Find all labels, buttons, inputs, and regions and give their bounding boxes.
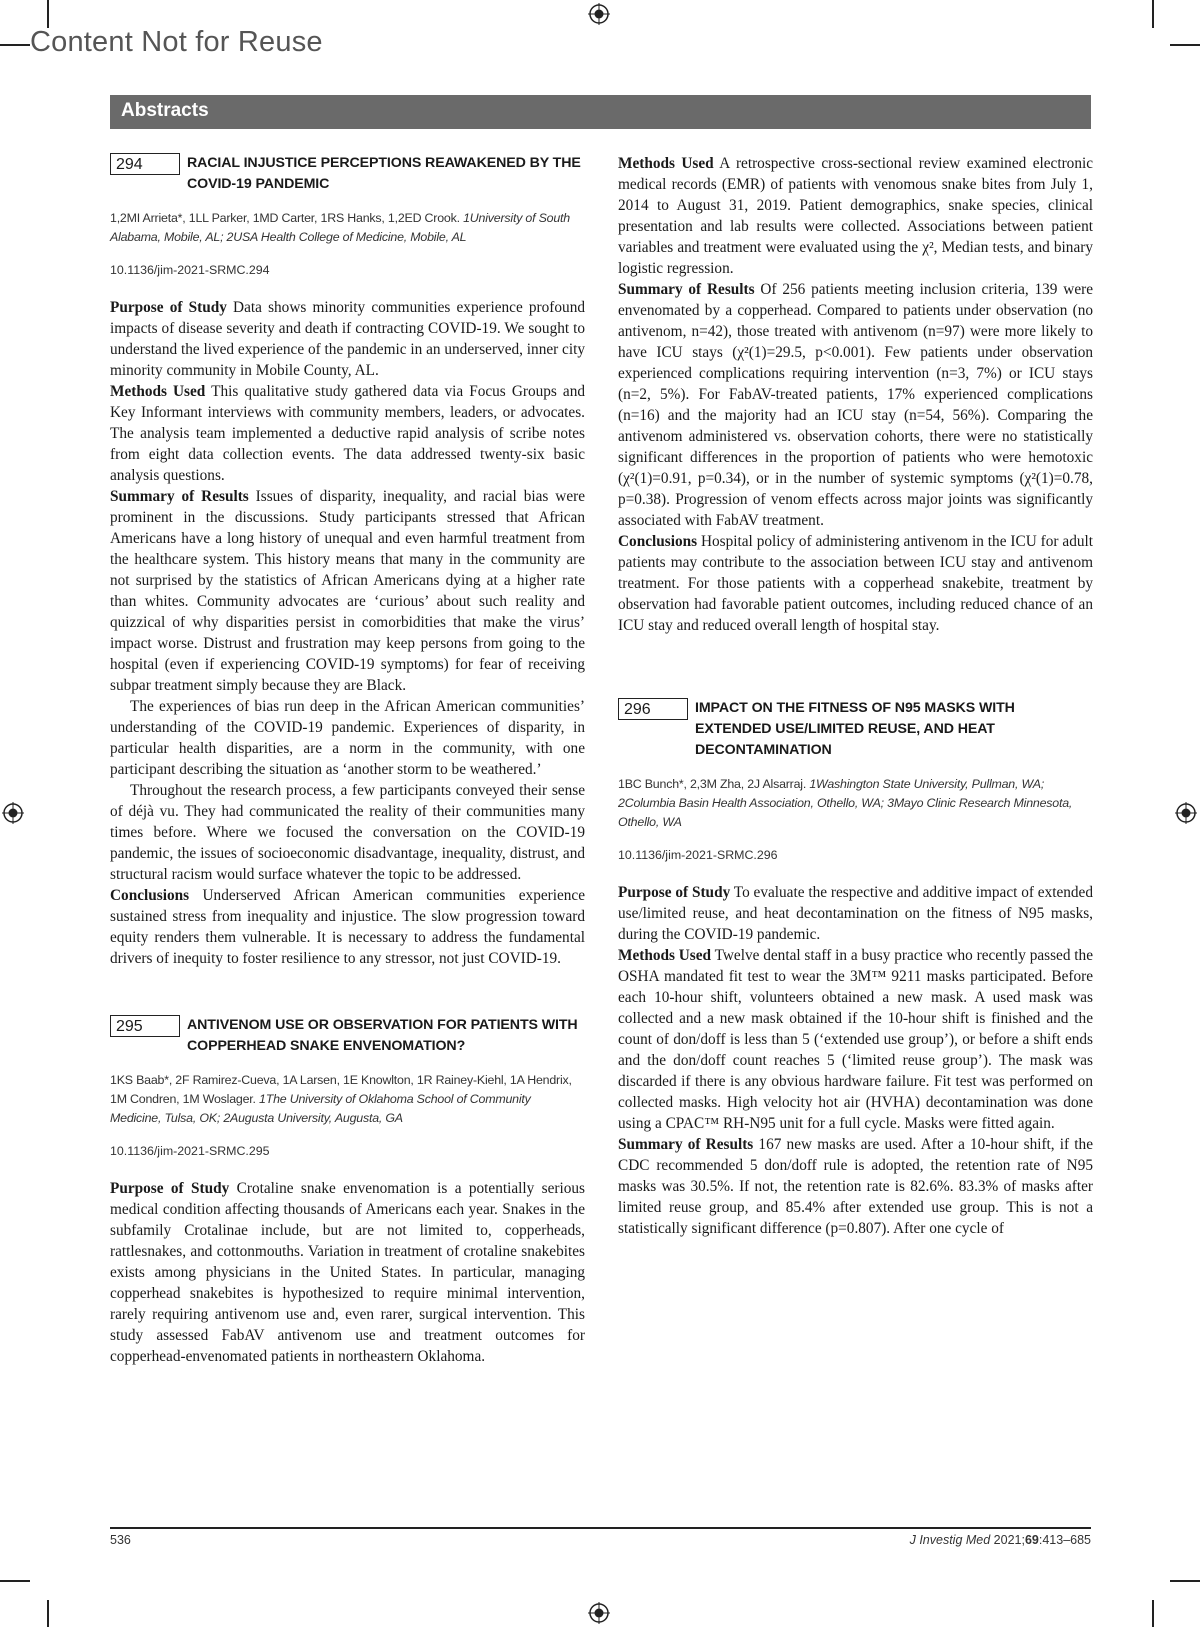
abstract-header (110, 153, 585, 195)
section-label: Purpose of Study (110, 299, 227, 316)
paragraph-text: Twelve dental staff in a busy practice who recently passed the OSHA mandated fit test to wear the 3M™ 9211 masks participated. Before each 10-hour shift, volunteers obtained a new mask. A used mask was collected and a new mask obtained if the 10-hour shift is finished and the count of don/doff is less than 5 (‘extended use group’), or before a shift ends and the don/doff count reaches 5 (‘limited reuse group’). The mask was discarded if there is any obvious hardware failure. Fit test was performed on collected masks. High velocity hot air (HVHA) decontamination was done using a CPAC™ RH-N95 unit for a full cycle. Masks were fitted again. (618, 947, 1093, 1132)
affiliations: 1University of South Alabama, Mobile, AL; 2USA Health College of Medicine, Mobile, AL (110, 211, 570, 244)
paragraph-text: To evaluate the respective and additive impact of extended use/limited reuse, and heat decontamination on the fitness of N95 masks, during the COVID-19 pandemic. (618, 884, 1094, 943)
author-list (110, 209, 585, 247)
doi: 10.1136/jim-2021-SRMC.294 (110, 263, 270, 277)
journal-citation (910, 1533, 1091, 1547)
abstract-paragraph (618, 153, 1093, 279)
paragraph-text: The experiences of bias run deep in the African American communities’ understanding of the COVID-19 pandemic. Experiences of disparity, in particular health disparities, are a norm in the community, with one participant describing the situation as ‘another storm to be weathered.’ (110, 698, 585, 778)
authors: 1,2MI Arrieta*, 1LL Parker, 1MD Carter, 1RS Hanks, 1,2ED Crook. (110, 211, 460, 225)
section-banner (110, 95, 1091, 129)
right-column (618, 153, 1093, 1239)
section-label: Methods Used (618, 155, 714, 172)
abstract-number: 294 (110, 153, 180, 175)
crop-mark (47, 1600, 49, 1627)
crop-mark (0, 44, 30, 46)
journal-pages: :413–685 (1038, 1533, 1091, 1547)
crop-mark (47, 0, 49, 28)
journal-name: J Investig Med (909, 1533, 991, 1547)
journal-year: 2021; (993, 1533, 1025, 1547)
registration-mark-icon (2, 802, 24, 824)
crop-mark (1170, 44, 1200, 46)
abstract-number: 295 (110, 1015, 180, 1037)
crop-mark (1152, 1600, 1154, 1627)
abstract-paragraph (110, 1178, 585, 1367)
footer-rule (110, 1527, 1091, 1529)
abstract-paragraph (110, 297, 585, 381)
section-label: Methods Used (618, 947, 712, 964)
doi: 10.1136/jim-2021-SRMC.295 (110, 1144, 270, 1158)
abstract-header (110, 1015, 585, 1057)
paragraph-text: 167 new masks are used. After a 10-hour shift, if the CDC recommended 5 don/doff rule is adopted, the retention rate of N95 masks was 30.5%. If not, the retention rate is 82.6%. 83.3% of masks after limited reuse group, and 85.4% after extended use group. This is not a statistically significant difference (p=0.807). After one cycle of (618, 1136, 1093, 1237)
paragraph-text: Issues of disparity, inequality, and racial bias were prominent in the discussions. Study participants stressed that African Americans have a long history of unequal and even harmful treatment from the healthcare system. This history means that many in the community are not surprised by the statistics of African Americans dying at a higher rate than whites. Community advocates are ‘curious’ about such reality and quizzical of why disparities persist in comorbidities that make the virus’ impact worse. Distrust and frustration may keep persons from going to the hospital (even if experiencing COVID-19 symptoms) for fear of receiving subpar treatment simply because they are Black. (110, 488, 585, 694)
authors: 1BC Bunch*, 2,3M Zha, 2J Alsarraj. (618, 777, 807, 791)
paragraph-text: Throughout the research process, a few participants conveyed their sense of déjà vu. They had communicated the reality of their communities many times before. Where we focused the conversation on the COVID-19 pandemic, the issues of socioeconomic disadvantage, inequality, distrust, and structural racism would surface whatever the topic to be addressed. (110, 782, 585, 883)
doi: 10.1136/jim-2021-SRMC.296 (618, 848, 778, 862)
section-label: Summary of Results (618, 281, 755, 298)
author-list (618, 775, 1093, 832)
section-label: Purpose of Study (618, 884, 731, 901)
abstract-paragraph (110, 486, 585, 696)
registration-mark-icon (1175, 802, 1197, 824)
left-column (110, 153, 585, 1367)
affiliations: 1Washington State University, Pullman, WA; 2Columbia Basin Health Association, Othello, WA; 3Mayo Clinic Research Minnesota, Othello, WA (618, 777, 1073, 829)
affiliations: 1The University of Oklahoma School of Community Medicine, Tulsa, OK; 2Augusta University, Augusta, GA (110, 1092, 531, 1125)
abstract-294 (110, 153, 585, 969)
crop-mark (1152, 0, 1154, 28)
paragraph-text: Underserved African American communities experience sustained stress from inequality and injustice. The slow progression toward equity renders them vulnerable. It is necessary to address the fundamental drivers of inequity to foster resilience to any stressor, not just COVID-19. (110, 887, 585, 967)
abstract-paragraph (618, 1134, 1093, 1239)
paragraph-text: A retrospective cross-sectional review examined electronic medical records (EMR) of patients with venomous snake bites from July 1, 2014 to August 31, 2019. Patient demographics, snake species, clinical presentation and lab results were collected. Associations between patient variables and treatment were evaluated using the χ², Median tests, and binary logistic regression. (618, 155, 1094, 277)
abstract-paragraph (110, 696, 585, 780)
section-banner-label: Abstracts (121, 100, 209, 121)
journal-volume: 69 (1024, 1533, 1039, 1547)
paragraph-text: Hospital policy of administering antivenom in the ICU for adult patients may contribute to the association between ICU stay and antivenom treatment. For those patients with a copperhead snakebite, treatment by observation had favorable patient outcomes, including reduced chance of an ICU stay and reduced overall length of hospital stay. (618, 533, 1093, 634)
paragraph-text: Of 256 patients meeting inclusion criteria, 139 were envenomated by a copperhead. Compared to patients under observation (no antivenom, n=42), those treated with antivenom (n=97) were more likely to have ICU stays (χ²(1)=29.5, p<0.001). Few patients under observation experienced complications requiring intervention (n=3, 7%) or ICU stays (n=2, 5%). For FabAV-treated patients, 17% experienced complications (n=16) and the majority had an ICU stay (n=54, 56%). Comparing the antivenom administered vs. observation cohorts, there were no statistically significant differences in the proportion of patients who were hemotoxic (χ²(1)=0.91, p=0.34), or in the number of systemic symptoms (χ²(1)=0.78, p=0.38). Progression of venom effects across major joints was significantly associated with FabAV treatment. (618, 281, 1093, 529)
section-label: Methods Used (110, 383, 206, 400)
paragraph-text: Data shows minority communities experience profound impacts of disease severity and death if contracting COVID-19. We sought to understand the lived experience of the pandemic in an underserved, inner city minority community in Mobile County, AL. (110, 299, 585, 379)
abstract-paragraph (618, 882, 1093, 945)
section-label: Conclusions (110, 887, 190, 904)
abstract-paragraph (110, 780, 585, 885)
abstract-paragraph (618, 945, 1093, 1134)
section-label: Purpose of Study (110, 1180, 230, 1197)
abstract-number: 296 (618, 698, 688, 720)
abstract-header (618, 698, 1093, 761)
paragraph-text: Crotaline snake envenomation is a potentially serious medical condition affecting thousands of Americans each year. Snakes in the subfamily Crotalinae include, but are not limited to, copperheads, rattlesnakes, and cottonmouths. Variation in treatment of crotaline snakebites exists among physicians in the United States. In particular, managing copperhead snakebites is hypothesized to require minimal intervention, rarely requiring antivenom use and, even rarer, surgical intervention. This study assessed FabAV antivenom use and treatment outcomes for copperhead-envenomated patients in northeastern Oklahoma. (110, 1180, 585, 1365)
abstract-title: RACIAL INJUSTICE PERCEPTIONS REAWAKENED BY THE COVID-19 PANDEMIC (187, 155, 581, 192)
watermark: Content Not for Reuse (30, 26, 323, 58)
paragraph-text: This qualitative study gathered data via Focus Groups and Key Informant interviews with community members, leaders, or advocates. The analysis team implemented a deductive rapid analysis of scribe notes from eight data collection events. The data addressed twenty-six basic analysis questions. (110, 383, 586, 484)
abstract-title: IMPACT ON THE FITNESS OF N95 MASKS WITH EXTENDED USE/LIMITED REUSE, AND HEAT DECONTAMINATION (695, 700, 1015, 758)
abstract-295 (110, 1015, 585, 1367)
abstract-paragraph (618, 279, 1093, 531)
authors: 1KS Baab*, 2F Ramirez-Cueva, 1A Larsen, 1E Knowlton, 1R Rainey-Kiehl, 1A Hendrix, 1M Condren, 1M Woslager. (110, 1073, 572, 1106)
abstract-paragraph (110, 885, 585, 969)
abstract-paragraph (110, 381, 585, 486)
author-list (110, 1071, 585, 1128)
registration-mark-icon (588, 1602, 610, 1624)
crop-mark (1170, 1580, 1200, 1582)
page-number: 536 (110, 1533, 131, 1547)
crop-mark (0, 1580, 30, 1582)
abstract-title: ANTIVENOM USE OR OBSERVATION FOR PATIENTS WITH COPPERHEAD SNAKE ENVENOMATION? (187, 1017, 578, 1054)
abstract-paragraph (618, 531, 1093, 636)
section-label: Summary of Results (618, 1136, 754, 1153)
abstract-296 (618, 698, 1093, 1239)
registration-mark-icon (588, 3, 610, 25)
section-label: Conclusions (618, 533, 698, 550)
section-label: Summary of Results (110, 488, 249, 505)
